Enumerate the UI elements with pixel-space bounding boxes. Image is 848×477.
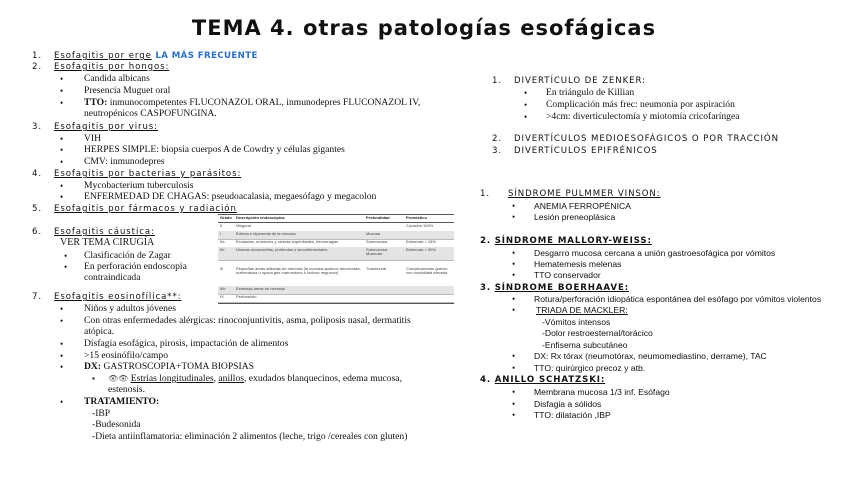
page-title: TEMA 4. otras patologías esofágicas [191, 16, 657, 40]
table-cell: Úlceras circunscritas, profundas o circunferenciales [236, 248, 328, 252]
list-item: Mycobacterium tuberculosis [84, 180, 194, 191]
eyes-icon: 👁👁 [108, 374, 129, 383]
table-header-cell: Descripción endoscópica [236, 216, 285, 220]
section-label: Esofagitis por fármacos y radiación [54, 204, 237, 214]
list-item-continuation: neutropénicos CASPOFUNGINA. [84, 108, 217, 119]
section-label: SÍNDROME MALLORY-WEISS: [494, 236, 652, 246]
table-cell: Submucosa Muscular [366, 248, 388, 257]
list-item: Disfagia a sólidos [534, 399, 602, 409]
section-number: 7. [32, 292, 42, 302]
section-label: DIVERTÍCULO DE ZENKER: [514, 76, 646, 86]
list-item: Disfagia esofágica, pirosis, impactación de alimentos [84, 338, 289, 349]
list-item: CMV: inmunodepres [84, 156, 165, 167]
list-item: TTO: quirúrgico precoz y atb. [534, 363, 646, 373]
table-cell: Exudados, erosiones y úlceras superficiales, hemorragias [236, 240, 339, 244]
list-item: Con otras enfermedades alérgicas: rinoconjuntivitis, asma, poliposis nasal, dermatitis [84, 315, 411, 326]
list-item: Candida albicans [84, 73, 150, 84]
table-cell: Curación 100% [406, 224, 434, 228]
list-item: >4cm: diverticulectomía y miotomía cricofaríngea [546, 111, 740, 122]
table-cell: Perforación [236, 295, 257, 299]
section-number: 6. [32, 227, 42, 237]
table-row [218, 260, 454, 287]
section-label: SÍNDROME PULMMER VINSON: [508, 189, 661, 199]
bullet-icon: • [64, 251, 68, 261]
zagar-classification-table [218, 214, 454, 308]
section-label: Esofagitis por hongos: [54, 62, 170, 72]
section-heading-bacterias [32, 169, 241, 179]
section-number: 2. [32, 62, 42, 72]
dx-text: GASTROSCOPIA+TOMA BIOPSIAS [103, 361, 254, 372]
heading-boerhaave [480, 283, 629, 293]
table-cell: IIa [220, 240, 225, 244]
bullet-icon: • [60, 134, 64, 144]
triad-item: -Vómitos intensos [542, 317, 611, 327]
bullet-icon: • [512, 201, 516, 211]
section-heading-hongos [32, 62, 169, 72]
bullet-icon: • [512, 248, 516, 258]
bullet-icon: • [60, 157, 64, 167]
section-label: SÍNDROME BOERHAAVE: [494, 283, 630, 293]
bullet-icon: • [512, 294, 516, 304]
section-heading-erge [32, 51, 258, 61]
table-cell: Complicaciones graves con mortalidad elevada [406, 267, 448, 276]
table-cell: Ninguna [236, 224, 251, 228]
treatment-label: TRATAMIENTO: [84, 396, 160, 407]
list-item: >15 eosinófilo/campo [84, 350, 169, 361]
bullet-icon: • [60, 339, 64, 349]
bullet-icon: • [524, 88, 528, 98]
section-label: ANILLO SCHATZSKI: [494, 375, 606, 385]
list-item: En triángulo de Killian [546, 87, 635, 98]
list-item: TTO conservador [534, 270, 601, 280]
heading-pulmmer-vinson [480, 189, 661, 199]
section-number: 1. [492, 76, 502, 86]
section-label: Esofagitis por bacterias y parásitos: [54, 169, 242, 179]
section-heading-caustica [32, 227, 155, 237]
dx-label: DX: [84, 361, 102, 372]
bullet-icon: • [60, 316, 64, 326]
bullet-icon: • [60, 86, 64, 96]
bullet-icon: • [512, 259, 516, 269]
list-item: TTO: dilatación ,IBP [534, 410, 611, 420]
section-label: Esofagitis cáustica: [54, 227, 155, 237]
bullet-icon: • [524, 112, 528, 122]
section-number: 3. [492, 146, 502, 156]
list-item: ANEMIA FERROPÉNICA [534, 201, 631, 211]
dx-finding: Estrías longitudinales [130, 373, 214, 384]
heading-epifrenicos [492, 146, 658, 156]
table-cell: Submucosa [366, 240, 388, 244]
table-header-cell: Pronóstico [406, 216, 427, 220]
section-label: DIVERTÍCULOS MEDIOESOFÁGICOS O POR TRACCIÓN [514, 134, 779, 144]
bullet-icon: • [60, 98, 64, 108]
section-number: 5. [32, 204, 42, 214]
bullet-icon: • [512, 305, 516, 315]
list-item: Complicación más frec: neumonía por aspiración [546, 99, 735, 110]
bullet-icon: • [64, 262, 68, 272]
list-item-continuation: contraindicada [84, 272, 141, 283]
list-item: Desgarro mucosa cercana a unión gastroesofágica por vómitos [534, 248, 776, 258]
section-label: DIVERTÍCULOS EPIFRÉNICOS [514, 146, 658, 156]
bullet-icon: • [512, 212, 516, 222]
table-cell: IIIb [220, 287, 226, 291]
dx-finding-rest: , exudados blanquecinos, edema mucosa, [243, 373, 402, 384]
bullet-icon: • [512, 363, 516, 373]
list-item: DX: Rx tórax (neumotórax, neumomediastino, derrame), TAC [534, 351, 767, 361]
section-heading-eosinofilica [32, 292, 181, 302]
list-item: HERPES SIMPLE: biopsia cuerpos A de Cowdry y células gigantes [84, 144, 345, 155]
section-number: 4. [32, 169, 42, 179]
triad-item: -Dolor restroesternal/torácico [542, 328, 653, 338]
list-item: Membrana mucosa 1/3 inf. Esófago [534, 387, 670, 397]
triad-item: -Enfisema subcutáneo [542, 340, 628, 350]
section-number: 3. [32, 122, 42, 132]
bullet-icon: • [60, 74, 64, 84]
list-item: Lesión preneoplásica [534, 212, 616, 222]
heading-zenker [492, 76, 646, 86]
treatment-item: -Dieta antiinflamatoria: eliminación 2 alimentos (leche, trigo /cereales con gluten) [92, 431, 408, 442]
table-rule [218, 303, 454, 304]
highlight-text: LA MÁS FRECUENTE [155, 51, 258, 61]
bullet-icon: • [60, 145, 64, 155]
table-row [218, 247, 454, 261]
heading-schatzski [480, 375, 605, 385]
table-cell: Estenosis < 15% [406, 240, 436, 244]
tto-label: TTO: [84, 97, 108, 108]
treatment-item: -IBP [92, 408, 111, 419]
list-item: Presencia Muguet oral [84, 85, 171, 96]
section-label: Esofagitis por erge [54, 51, 152, 61]
table-cell: Transmural [366, 267, 387, 271]
bullet-icon: • [512, 351, 516, 361]
table-cell: IV [220, 295, 224, 299]
section-number: 2. [492, 134, 502, 144]
bullet-icon: • [60, 362, 64, 372]
bullet-icon: • [512, 399, 516, 409]
bullet-icon: ▪ [92, 374, 95, 383]
section-number: 1. [480, 189, 490, 199]
bullet-icon: • [512, 270, 516, 280]
dx-finding: anillos [218, 373, 244, 384]
list-item: Niños y adultos jóvenes [84, 303, 176, 314]
table-cell: Edema e hiperemia de la mucosa [236, 232, 296, 236]
bullet-icon: • [60, 192, 64, 202]
table-cell: Estenosis > 90% [406, 248, 436, 252]
bullet-icon: • [60, 397, 64, 407]
section-heading-farmacos [32, 204, 237, 214]
bullet-icon: • [60, 181, 64, 191]
list-item: VIH [84, 133, 102, 144]
list-item: 👁👁 Estrías longitudinales, anillos, exudados blanquecinos, edema mucosa, [108, 373, 402, 384]
list-item [84, 98, 420, 108]
bullet-icon: • [60, 304, 64, 314]
section-number: 1. [32, 51, 42, 61]
list-item: Clasificación de Zagar [84, 250, 171, 261]
bullet-icon: • [524, 100, 528, 110]
list-item: Hematemesis melenas [534, 259, 622, 269]
section-heading-virus [32, 122, 158, 132]
tto-text: inmunocompetentes FLUCONAZOL ORAL, inmunodepres FLUCONAZOL IV, [109, 97, 421, 108]
section-label: Esofagitis por virus: [54, 122, 158, 132]
section-number: 4. [480, 375, 492, 385]
table-row [218, 294, 454, 303]
list-item: Rotura/perforación idiopática espontánea del esófago por vómitos violentos [534, 294, 822, 304]
section-number: 2. [480, 236, 492, 246]
table-cell: Extensas áreas de necrosis [236, 287, 286, 291]
heading-mallory-weiss [480, 236, 652, 246]
bullet-icon: • [512, 410, 516, 420]
table-cell: IIb [220, 248, 225, 252]
list-item: TRIADA DE MACKLER: [536, 305, 628, 315]
caustica-subheading: VER TEMA CIRUGÍA [60, 237, 155, 248]
treatment-item: -Budesonida [92, 419, 141, 430]
table-header-cell: Profundidad [366, 216, 390, 220]
table-cell: Pequeñas áreas aisladas de necrosis (la mucosa aparece decolorada, marronácea u opaca gris marronáceo o incluso negruzco) [236, 267, 361, 276]
list-item: ENFERMEDAD DE CHAGAS: pseudoacalasia, megaesófago y megacolon [84, 191, 377, 202]
table-cell: 0 [220, 224, 223, 228]
bullet-icon: • [512, 387, 516, 397]
section-label: Esofagitis eosinofílica**: [54, 292, 182, 302]
list-item [84, 362, 254, 372]
list-item: En perforación endoscopia [84, 261, 187, 272]
table-cell: I [220, 232, 222, 236]
list-item-continuation: atópica. [84, 326, 115, 337]
bullet-icon: • [60, 351, 64, 361]
section-number: 3. [480, 283, 492, 293]
table-cell: III [220, 267, 224, 271]
table-cell: Mucosa [366, 232, 381, 236]
list-item-continuation: estenosis. [108, 384, 146, 395]
heading-medioesofagicos [492, 134, 779, 144]
table-header-cell: Grado [220, 216, 232, 220]
